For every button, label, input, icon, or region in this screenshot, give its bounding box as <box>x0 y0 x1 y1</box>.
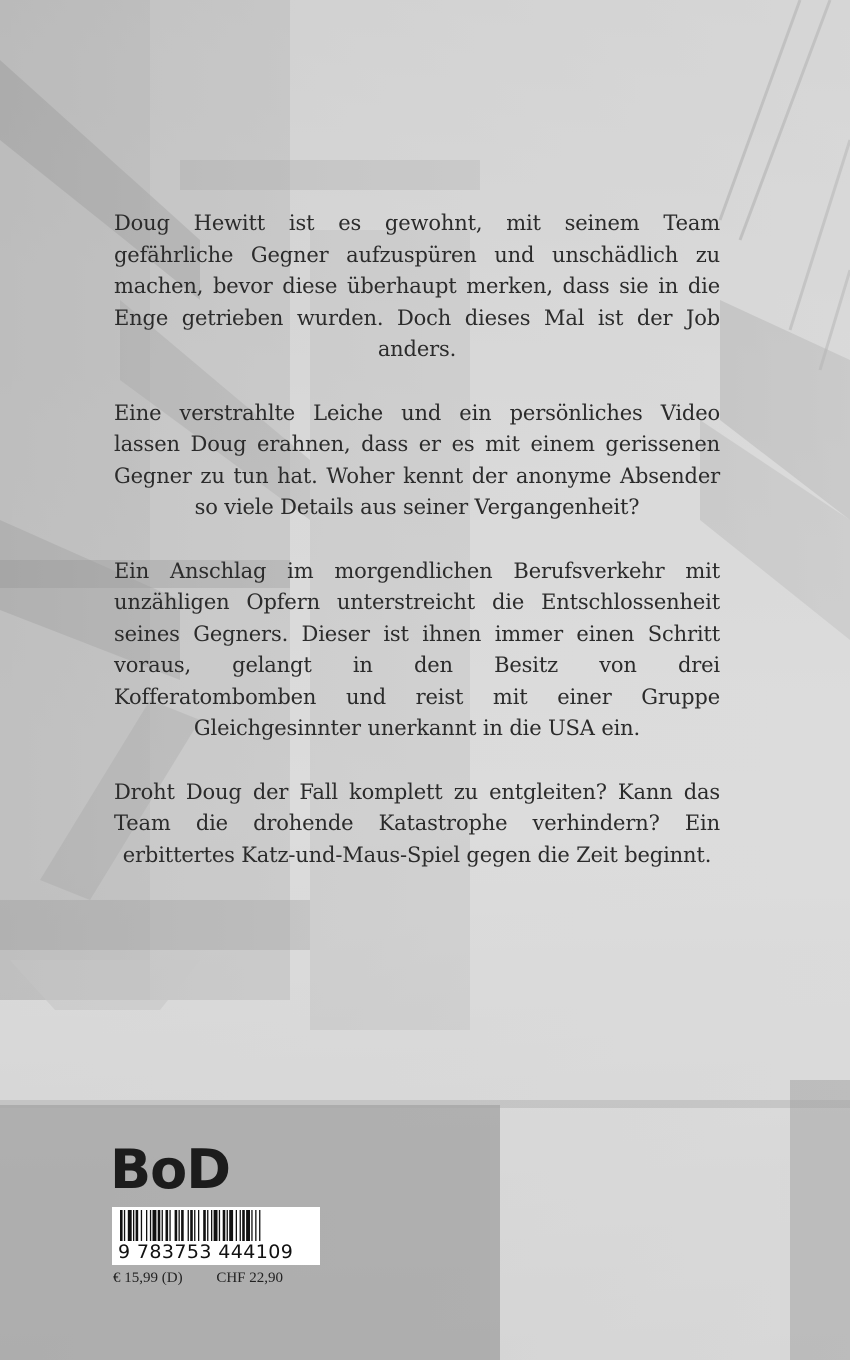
barcode-bar <box>190 1210 193 1244</box>
barcode-bar <box>255 1210 256 1244</box>
barcode-bar <box>141 1210 142 1244</box>
publisher-logo: BoD <box>110 1138 231 1201</box>
barcode-bar <box>162 1210 163 1244</box>
barcode-bar <box>166 1210 169 1244</box>
barcode-bar <box>128 1210 132 1244</box>
barcode-bar <box>153 1210 157 1244</box>
barcode-bar <box>188 1210 189 1244</box>
barcode-bar <box>211 1210 212 1244</box>
isbn-barcode <box>112 1207 320 1265</box>
isbn-digits: 9 783753 444109 <box>118 1241 318 1263</box>
barcode-bar <box>150 1210 151 1244</box>
barcode-bar <box>246 1210 250 1244</box>
barcode-bar <box>251 1210 252 1244</box>
barcode-bar <box>198 1210 199 1244</box>
barcode-bar <box>179 1210 180 1244</box>
barcode-bar <box>146 1210 147 1244</box>
barcode-bar <box>229 1210 233 1244</box>
barcode-bar <box>203 1210 206 1244</box>
barcode-bar <box>133 1210 134 1244</box>
barcode-bar <box>175 1210 178 1244</box>
blurb-paragraph-2: Eine verstrahlte Leiche und ein persönliches Video lassen Doug erahnen, dass er es mit einem gerissenen Gegner zu tun hat. Woher kennt der anonyme Absender so viele Details aus seiner Vergangenheit? <box>114 400 720 519</box>
blurb-paragraph-4: Droht Doug der Fall komplett zu entgleiten? Kann das Team die drohende Katastrophe verhindern? Ein erbittertes Katz-und-Maus-Spiel gegen die Zeit beginnt. <box>114 779 720 867</box>
barcode-bar <box>169 1210 170 1244</box>
barcode-bar <box>120 1210 123 1244</box>
barcode-bar <box>181 1210 184 1244</box>
barcode-bar <box>124 1210 125 1244</box>
barcode-bar <box>242 1210 245 1244</box>
barcode-bar <box>236 1210 237 1244</box>
blurb-paragraph-3: Ein Anschlag im morgendlichen Berufsverkehr mit unzähligen Opfern unterstreicht die Entschlossenheit seines Gegners. Dieser ist ihnen immer einen Schritt voraus, gelangt in den Besitz von drei Kofferatombomben und reist mit einer Gruppe Gleichgesinnter unerkannt in die USA ein. <box>114 558 720 740</box>
barcode-bar <box>219 1210 220 1244</box>
barcode-bar <box>240 1210 241 1244</box>
price-line <box>113 1270 283 1287</box>
barcode-bar <box>214 1210 218 1244</box>
barcode-bar <box>227 1210 228 1244</box>
barcode-bar <box>223 1210 226 1244</box>
barcode-bar <box>259 1210 260 1244</box>
price-eur: € 15,99 (D) <box>113 1270 183 1286</box>
blurb-paragraph-1: Doug Hewitt ist es gewohnt, mit seinem Team gefährliche Gegner aufzuspüren und unschädlich zu machen, bevor diese überhaupt merken, dass sie in die Enge getrieben wurden. Doch dieses Mal ist der Job anders. <box>114 211 720 361</box>
blurb-text <box>114 208 720 903</box>
price-chf: CHF 22,90 <box>216 1270 284 1286</box>
barcode-bar <box>158 1210 161 1244</box>
barcode-bar <box>136 1210 139 1244</box>
barcode-bar <box>194 1210 195 1244</box>
barcode-bar <box>207 1210 208 1244</box>
